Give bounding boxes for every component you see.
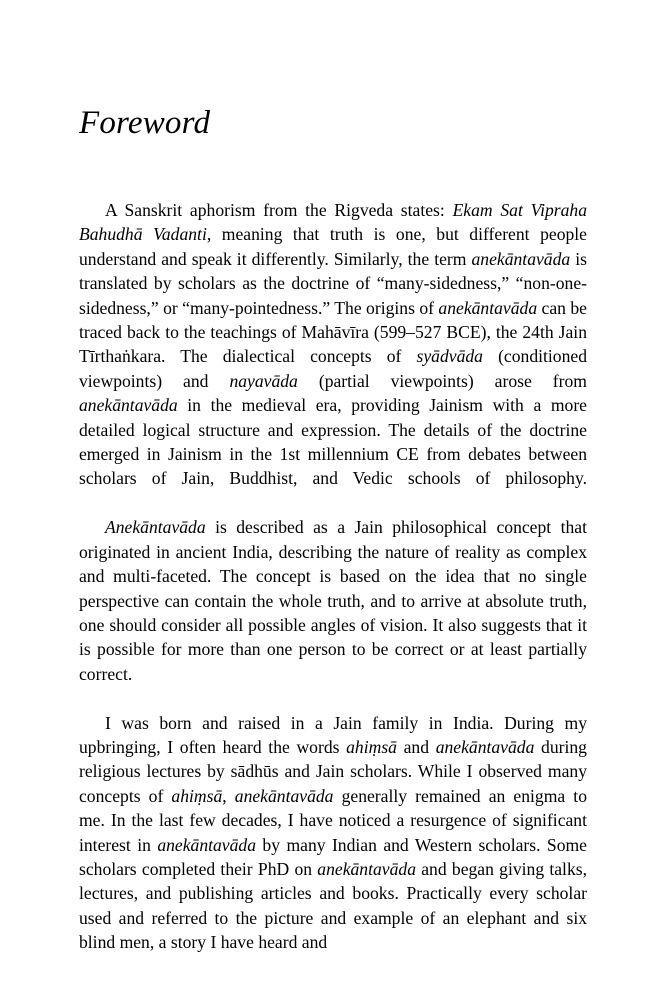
italic-term: ahiṃsā [346, 736, 397, 757]
text-run: (partial viewpoints) arose from [297, 370, 587, 391]
paragraph-1 [79, 198, 587, 515]
italic-term: anekāntavāda [317, 858, 416, 879]
text-run: I was born and raised in a Jain family in India. During my upbringing, I often heard the words [79, 712, 587, 757]
italic-term: anekāntavāda [435, 736, 535, 757]
text-run: (conditioned viewpoints) and [79, 346, 587, 391]
paragraph-3 [79, 711, 587, 955]
page-title: Foreword [79, 105, 211, 141]
italic-term: Ekam Sat Vipraha Bahudhā Vadanti [79, 200, 587, 245]
italic-term: anekāntavāda [471, 248, 571, 269]
paragraph-2 [79, 515, 587, 710]
page-text-block [79, 0, 587, 955]
text-run: by many Indian and Western scholars. Some scholars completed their PhD on [79, 834, 587, 879]
italic-term: ahiṃsā [171, 785, 223, 806]
text-run: is described as a Jain philosophical concept that originated in ancient India, describing the nature of reality as complex and multi-faceted. The concept is based on the idea that no single perspective can contain the whole truth, and to arrive at absolute truth, one should consider all possible angles of vision. It also suggests that it is possible for more than one person to be correct or at least partially correct. [79, 517, 587, 684]
text-run: A Sanskrit aphorism from the Rigveda states: [105, 200, 453, 220]
text-run: , meaning that truth is one, but different people understand and speak it differently. Similarly, the term [79, 224, 587, 269]
italic-term: nayavāda [229, 370, 298, 391]
text-run: , [222, 785, 235, 806]
italic-term: anekāntavāda [79, 395, 178, 416]
text-run: can be traced back to the teachings of Mahāvīra (599–527 BCE), the 24th Jain Tīrthaṅkara. The dialectical concepts of [79, 297, 587, 367]
text-run: during religious lectures by sādhūs and Jain scholars. While I observed many concepts of [79, 736, 587, 806]
text-run: and [396, 736, 436, 757]
text-run: is translated by scholars as the doctrine of “many-sidedness,” “non-one-sidedness,” or “many-pointedness.” The origins of [79, 248, 587, 318]
italic-term: anekāntavāda [157, 834, 257, 855]
italic-term: anekāntavāda [438, 297, 538, 318]
text-run: generally remained an enigma to me. In the last few decades, I have noticed a resurgence of significant interest in [79, 785, 587, 855]
text-run: in the medieval era, providing Jainism with a more detailed logical structure and expression. The details of the doctrine emerged in Jainism in the 1st millennium CE from debates between scholars of Jain, Buddhist, and Vedic schools of philosophy. [79, 395, 587, 489]
italic-term: syādvāda [416, 346, 483, 367]
text-run: and began giving talks, lectures, and publishing articles and books. Practically every scholar used and referred to the picture and example of an elephant and six blind men, a story I have heard and [79, 858, 587, 953]
italic-term: Anekāntavāda [105, 517, 206, 538]
italic-term: anekāntavāda [234, 785, 334, 806]
